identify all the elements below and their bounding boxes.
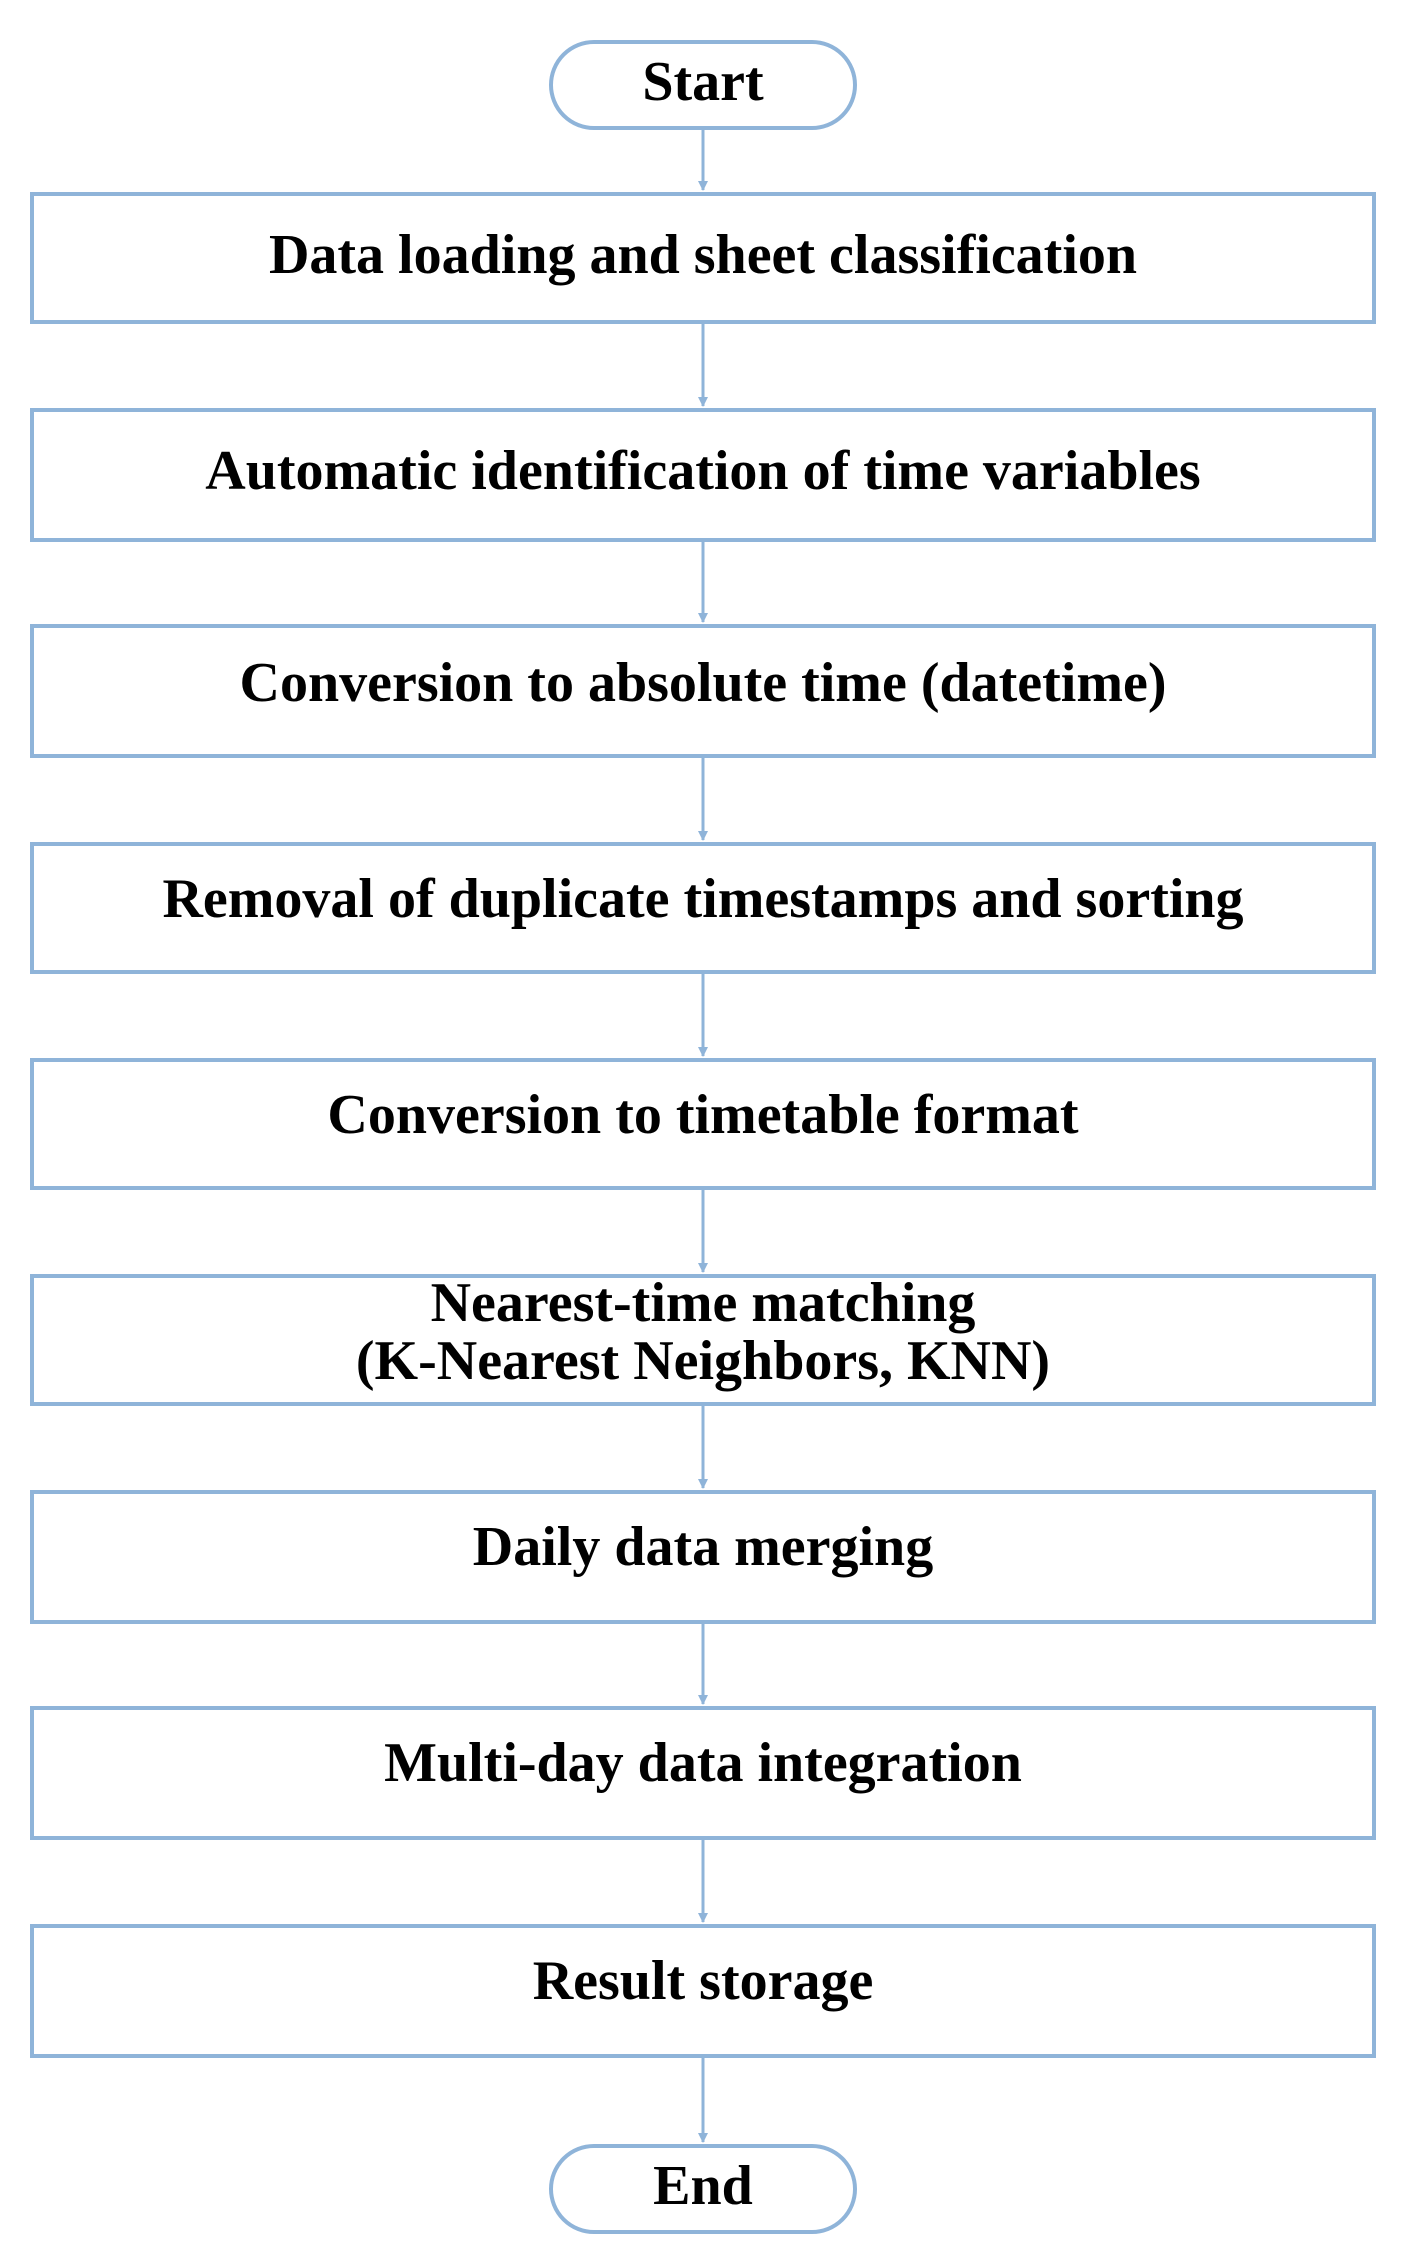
step-1 (32, 194, 1374, 322)
step-8 (32, 1708, 1374, 1838)
step-8-label: Multi-day data integration (384, 1731, 1022, 1794)
step-1-label: Data loading and sheet classification (268, 223, 1138, 286)
step-9-label: Result storage (532, 1949, 874, 2012)
step-2 (32, 410, 1374, 540)
step-9 (32, 1926, 1374, 2056)
step-6-label-line-2: (K-Nearest Neighbors, KNN) (355, 1329, 1051, 1392)
step-3-label: Conversion to absolute time (datetime) (239, 651, 1167, 714)
end-terminal (551, 2146, 855, 2232)
step-4-label: Removal of duplicate timestamps and sorting (162, 867, 1244, 930)
step-6 (32, 1272, 1374, 1404)
end-label: End (653, 2154, 753, 2217)
step-3 (32, 626, 1374, 756)
step-2-label: Automatic identification of time variables (205, 439, 1201, 502)
step-7-label: Daily data merging (472, 1515, 934, 1578)
step-6-label-line-1: Nearest-time matching (430, 1271, 976, 1334)
start-label: Start (642, 50, 764, 113)
step-4 (32, 844, 1374, 972)
step-5-label: Conversion to timetable format (327, 1083, 1079, 1146)
start-terminal (551, 42, 855, 128)
step-5 (32, 1060, 1374, 1188)
step-7 (32, 1492, 1374, 1622)
